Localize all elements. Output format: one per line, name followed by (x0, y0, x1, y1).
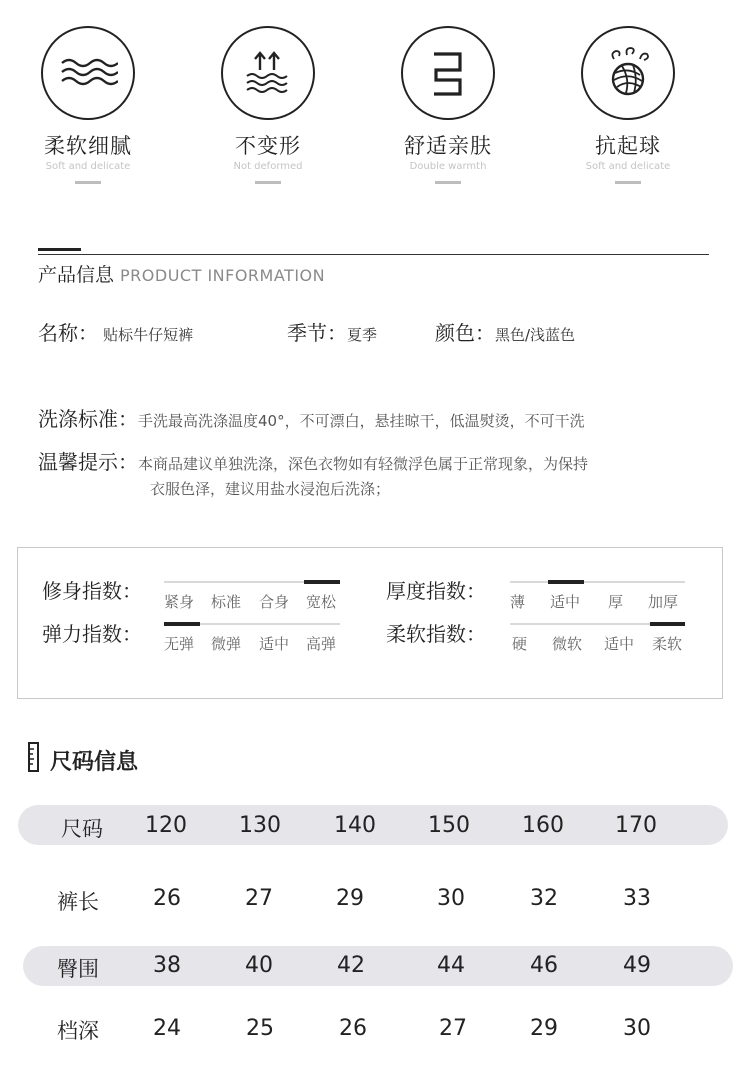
scale-option: 硬 (512, 635, 528, 653)
section-rule (38, 254, 709, 255)
thickness-index-scale (510, 581, 685, 621)
feature-title: 不变形 (235, 134, 301, 158)
size-cell: 40 (245, 953, 273, 978)
feature-comfort (358, 26, 538, 184)
size-cell: 27 (439, 1016, 467, 1041)
wash-label: 洗涤标准： (38, 407, 138, 431)
scale-option: 适中 (259, 635, 290, 653)
size-cell: 160 (522, 813, 564, 838)
size-row-label: 尺码 (61, 817, 103, 841)
elasticity-index-scale (164, 623, 340, 663)
season-value: 夏季 (347, 326, 378, 344)
fit-index-scale (164, 581, 340, 621)
size-cell: 29 (530, 1016, 558, 1041)
softness-index-scale (510, 623, 685, 663)
feature-not-deformed (178, 26, 358, 184)
size-cell: 30 (437, 886, 465, 911)
size-cell: 26 (153, 886, 181, 911)
wash-value: 手洗最高洗涤温度40°，不可漂白，悬挂晾干，低温熨烫，不可干洗 (138, 412, 585, 430)
product-info-title-cn: 产品信息 (38, 264, 115, 286)
feature-subtitle: Soft and delicate (45, 161, 131, 172)
scale-selected-mark (650, 622, 685, 626)
size-cell: 30 (623, 1016, 651, 1041)
size-cell: 24 (153, 1016, 181, 1041)
size-info-title: 尺码信息 (50, 749, 139, 775)
feature-anti-pilling (538, 26, 718, 184)
size-cell: 27 (245, 886, 273, 911)
size-cell: 42 (337, 953, 365, 978)
name-value: 贴标牛仔短裤 (103, 326, 194, 344)
section-rule-thick (38, 248, 81, 251)
scale-selected-mark (164, 622, 200, 626)
size-cell: 130 (239, 813, 281, 838)
size-row-label: 档深 (57, 1019, 99, 1043)
feature-title: 舒适亲肤 (404, 134, 492, 158)
size-cell: 25 (246, 1016, 274, 1041)
scale-option: 标准 (211, 593, 242, 611)
size-info-header (28, 742, 138, 778)
size-cell: 29 (336, 886, 364, 911)
tip-line-2: 衣服色泽，建议用盐水浸泡后洗涤； (150, 480, 391, 498)
scale-option: 宽松 (306, 593, 337, 611)
feature-subtitle: Not deformed (233, 161, 303, 172)
size-cell: 46 (530, 953, 558, 978)
scale-option: 高弹 (306, 635, 337, 653)
spring-icon (401, 26, 495, 120)
scale-option: 无弹 (164, 635, 195, 653)
scale-option: 微弹 (211, 635, 242, 653)
scale-selected-mark (304, 580, 340, 584)
divider (75, 181, 101, 184)
color-label: 颜色： (435, 321, 495, 345)
elasticity-index-label: 弹力指数： (42, 622, 142, 646)
size-cell: 170 (615, 813, 657, 838)
feature-title: 柔软细腻 (44, 134, 132, 158)
feature-subtitle: Soft and delicate (585, 161, 671, 172)
product-color (435, 317, 575, 346)
scale-option: 薄 (510, 593, 526, 611)
scale-option: 紧身 (164, 593, 195, 611)
size-cell: 33 (623, 886, 651, 911)
tip-line-1: 本商品建议单独洗涤，深色衣物如有轻微浮色属于正常现象，为保持 (138, 455, 589, 473)
name-label: 名称： (38, 321, 98, 345)
scale-option: 适中 (604, 635, 635, 653)
ruler-icon (28, 742, 40, 778)
size-row-label: 裤长 (57, 890, 99, 914)
arrows-up-icon (221, 26, 315, 120)
size-cell: 26 (339, 1016, 367, 1041)
scale-option: 适中 (550, 593, 581, 611)
scale-option: 厚 (608, 593, 624, 611)
size-cell: 120 (145, 813, 187, 838)
thickness-index-label: 厚度指数： (386, 579, 486, 603)
scale-option: 柔软 (652, 635, 683, 653)
softness-index-label: 柔软指数： (386, 622, 486, 646)
size-cell: 150 (428, 813, 470, 838)
divider (255, 181, 281, 184)
size-cell: 140 (334, 813, 376, 838)
feature-subtitle: Double warmth (409, 161, 487, 172)
wash-standard (38, 403, 585, 432)
size-cell: 44 (437, 953, 465, 978)
color-value: 黑色/浅蓝色 (495, 326, 576, 344)
care-tip (38, 446, 588, 475)
product-info-title-en: PRODUCT INFORMATION (120, 266, 326, 285)
product-info-title (38, 260, 325, 287)
scale-selected-mark (548, 580, 584, 584)
wave-icon (41, 26, 135, 120)
scale-option: 微软 (552, 635, 583, 653)
feature-title: 抗起球 (595, 134, 661, 158)
divider (435, 181, 461, 184)
size-row-label: 臀围 (57, 957, 99, 981)
tip-label: 温馨提示： (38, 450, 138, 474)
season-label: 季节： (287, 321, 347, 345)
divider (615, 181, 641, 184)
scale-track (510, 581, 685, 583)
yarn-ball-icon (581, 26, 675, 120)
feature-soft (0, 26, 178, 184)
fit-index-label: 修身指数： (42, 579, 142, 603)
size-cell: 38 (153, 953, 181, 978)
size-cell: 32 (530, 886, 558, 911)
product-season (287, 317, 377, 346)
scale-option: 加厚 (648, 593, 679, 611)
scale-option: 合身 (259, 593, 290, 611)
size-cell: 49 (623, 953, 651, 978)
product-name (38, 317, 193, 346)
